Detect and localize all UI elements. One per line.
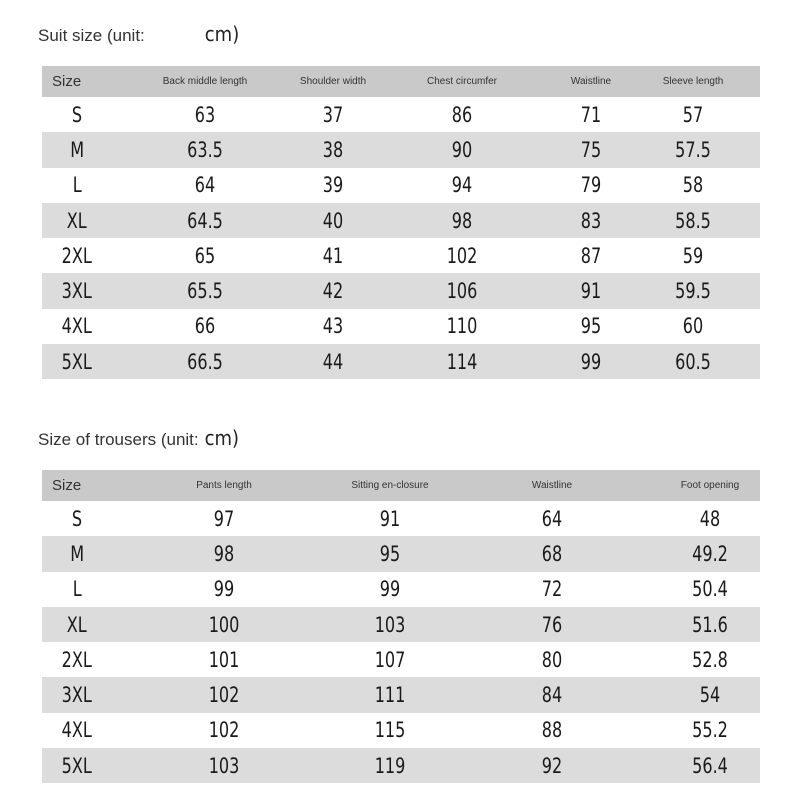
cell-text: 88 bbox=[541, 718, 563, 743]
cell-text: 60 bbox=[682, 314, 704, 339]
cell-text: 68 bbox=[541, 541, 563, 566]
value-cell bbox=[336, 507, 444, 531]
trousers-table-body bbox=[42, 501, 760, 783]
cell-text: 4XL bbox=[61, 718, 93, 743]
value-cell bbox=[298, 350, 368, 374]
cell-text: 99 bbox=[379, 577, 401, 602]
cell-text: 99 bbox=[213, 577, 235, 602]
value-cell bbox=[368, 209, 556, 233]
value-cell bbox=[368, 173, 556, 197]
cell-text: 75 bbox=[580, 137, 602, 162]
value-cell bbox=[298, 103, 368, 127]
value-cell bbox=[112, 718, 336, 742]
size-cell bbox=[42, 244, 112, 268]
cell-text: 98 bbox=[451, 208, 473, 233]
cell-text: 50.4 bbox=[692, 577, 728, 602]
cell-text: 86 bbox=[451, 102, 473, 127]
suit-size-title bbox=[38, 22, 239, 46]
value-cell bbox=[660, 754, 760, 778]
size-cell bbox=[42, 314, 112, 338]
cell-text: 92 bbox=[541, 753, 563, 778]
value-cell bbox=[112, 244, 298, 268]
table-row bbox=[42, 748, 760, 783]
table-row bbox=[42, 238, 760, 273]
value-cell bbox=[112, 209, 298, 233]
cell-text: 49.2 bbox=[692, 541, 728, 566]
cell-text: 115 bbox=[374, 718, 406, 743]
cell-text: 101 bbox=[208, 647, 240, 672]
cell-text: 90 bbox=[451, 137, 473, 162]
cell-text: M bbox=[70, 137, 84, 162]
cell-text: 3XL bbox=[61, 279, 93, 304]
size-cell bbox=[42, 279, 112, 303]
value-cell bbox=[626, 314, 760, 338]
table-row bbox=[42, 97, 760, 132]
value-cell bbox=[660, 542, 760, 566]
cell-text: 83 bbox=[580, 208, 602, 233]
cell-text: 54 bbox=[699, 683, 721, 708]
value-cell bbox=[336, 683, 444, 707]
cell-text: 5XL bbox=[61, 753, 93, 778]
value-cell bbox=[556, 209, 626, 233]
value-cell bbox=[112, 683, 336, 707]
value-cell bbox=[444, 648, 660, 672]
value-cell bbox=[336, 718, 444, 742]
cell-text: 103 bbox=[374, 612, 406, 637]
suit-header-chest: Chest circumfer bbox=[426, 75, 497, 87]
cell-text: S bbox=[71, 102, 83, 127]
cell-text: 76 bbox=[541, 612, 563, 637]
size-cell bbox=[42, 138, 112, 162]
cell-text: 59.5 bbox=[675, 279, 711, 304]
cell-text: 111 bbox=[374, 683, 406, 708]
table-row bbox=[42, 572, 760, 607]
cell-text: 52.8 bbox=[692, 647, 728, 672]
table-row bbox=[42, 168, 760, 203]
table-row bbox=[42, 642, 760, 677]
value-cell bbox=[626, 209, 760, 233]
table-row bbox=[42, 607, 760, 642]
value-cell bbox=[556, 314, 626, 338]
cell-text: 98 bbox=[213, 541, 235, 566]
value-cell bbox=[444, 718, 660, 742]
value-cell bbox=[112, 138, 298, 162]
value-cell bbox=[368, 350, 556, 374]
value-cell bbox=[112, 314, 298, 338]
value-cell bbox=[660, 507, 760, 531]
cell-text: 84 bbox=[541, 683, 563, 708]
size-cell bbox=[42, 173, 112, 197]
cell-text: 102 bbox=[208, 683, 240, 708]
cell-text: 58 bbox=[682, 173, 704, 198]
trousers-header-waistline: Waistline bbox=[531, 479, 573, 491]
value-cell bbox=[298, 173, 368, 197]
trousers-size-unit: cm) bbox=[204, 426, 240, 450]
value-cell bbox=[444, 507, 660, 531]
trousers-size-table bbox=[42, 470, 760, 783]
cell-text: 51.6 bbox=[692, 612, 728, 637]
cell-text: 72 bbox=[541, 577, 563, 602]
size-cell bbox=[42, 577, 112, 601]
cell-text: 39 bbox=[322, 173, 344, 198]
cell-text: S bbox=[71, 506, 83, 531]
table-row bbox=[42, 309, 760, 344]
cell-text: 80 bbox=[541, 647, 563, 672]
cell-text: 119 bbox=[374, 753, 406, 778]
value-cell bbox=[626, 138, 760, 162]
suit-size-unit: cm) bbox=[204, 22, 240, 46]
cell-text: 48 bbox=[699, 506, 721, 531]
value-cell bbox=[626, 173, 760, 197]
cell-text: 4XL bbox=[61, 314, 93, 339]
cell-text: 94 bbox=[451, 173, 473, 198]
cell-text: 65 bbox=[194, 243, 216, 268]
cell-text: 103 bbox=[208, 753, 240, 778]
cell-text: 107 bbox=[374, 647, 406, 672]
value-cell bbox=[112, 103, 298, 127]
size-cell bbox=[42, 648, 112, 672]
cell-text: 102 bbox=[208, 718, 240, 743]
cell-text: 59 bbox=[682, 243, 704, 268]
cell-text: L bbox=[72, 173, 82, 198]
value-cell bbox=[660, 648, 760, 672]
value-cell bbox=[660, 577, 760, 601]
value-cell bbox=[112, 173, 298, 197]
suit-header-shoulder-width: Shoulder width bbox=[299, 75, 367, 87]
value-cell bbox=[336, 613, 444, 637]
value-cell bbox=[368, 244, 556, 268]
cell-text: M bbox=[70, 541, 84, 566]
table-row bbox=[42, 501, 760, 536]
suit-header-sleeve-length: Sleeve length bbox=[662, 75, 724, 87]
cell-text: 66 bbox=[194, 314, 216, 339]
cell-text: 66.5 bbox=[187, 349, 223, 374]
value-cell bbox=[556, 244, 626, 268]
value-cell bbox=[112, 613, 336, 637]
value-cell bbox=[444, 613, 660, 637]
size-cell bbox=[42, 103, 112, 127]
cell-text: 95 bbox=[580, 314, 602, 339]
cell-text: 43 bbox=[322, 314, 344, 339]
cell-text: 5XL bbox=[61, 349, 93, 374]
table-row bbox=[42, 713, 760, 748]
value-cell bbox=[112, 542, 336, 566]
cell-text: 3XL bbox=[61, 683, 93, 708]
table-row bbox=[42, 344, 760, 379]
value-cell bbox=[626, 103, 760, 127]
table-row bbox=[42, 677, 760, 712]
cell-text: L bbox=[72, 577, 82, 602]
cell-text: 102 bbox=[446, 243, 478, 268]
trousers-header-foot-opening: Foot opening bbox=[680, 479, 740, 491]
cell-text: 57.5 bbox=[675, 137, 711, 162]
value-cell bbox=[660, 718, 760, 742]
value-cell bbox=[444, 542, 660, 566]
size-cell bbox=[42, 718, 112, 742]
trousers-table-header bbox=[42, 470, 760, 501]
cell-text: 40 bbox=[322, 208, 344, 233]
value-cell bbox=[626, 244, 760, 268]
cell-text: 58.5 bbox=[675, 208, 711, 233]
value-cell bbox=[444, 754, 660, 778]
cell-text: 87 bbox=[580, 243, 602, 268]
cell-text: 37 bbox=[322, 102, 344, 127]
size-cell bbox=[42, 683, 112, 707]
trousers-header-size: Size bbox=[52, 476, 82, 494]
value-cell bbox=[626, 350, 760, 374]
table-row bbox=[42, 536, 760, 571]
value-cell bbox=[112, 507, 336, 531]
suit-table-header bbox=[42, 66, 760, 97]
cell-text: 97 bbox=[213, 506, 235, 531]
value-cell bbox=[444, 577, 660, 601]
suit-header-back-middle-length: Back middle length bbox=[162, 75, 248, 87]
suit-header-size: Size bbox=[52, 72, 82, 90]
value-cell bbox=[336, 754, 444, 778]
cell-text: 114 bbox=[446, 349, 478, 374]
value-cell bbox=[112, 648, 336, 672]
cell-text: 63 bbox=[194, 102, 216, 127]
suit-header-waistline: Waistline bbox=[570, 75, 612, 87]
value-cell bbox=[298, 244, 368, 268]
cell-text: 65.5 bbox=[187, 279, 223, 304]
value-cell bbox=[556, 103, 626, 127]
cell-text: 2XL bbox=[61, 647, 93, 672]
value-cell bbox=[444, 683, 660, 707]
cell-text: 71 bbox=[580, 102, 602, 127]
size-cell bbox=[42, 350, 112, 374]
size-cell bbox=[42, 209, 112, 233]
value-cell bbox=[112, 279, 298, 303]
trousers-size-title bbox=[38, 426, 239, 450]
value-cell bbox=[336, 542, 444, 566]
cell-text: 2XL bbox=[61, 243, 93, 268]
value-cell bbox=[368, 103, 556, 127]
value-cell bbox=[368, 279, 556, 303]
cell-text: XL bbox=[67, 612, 87, 637]
cell-text: XL bbox=[67, 208, 87, 233]
suit-table-body bbox=[42, 97, 760, 379]
cell-text: 41 bbox=[322, 243, 344, 268]
trousers-header-sitting-enclosure: Sitting en-closure bbox=[351, 479, 429, 491]
cell-text: 55.2 bbox=[692, 718, 728, 743]
cell-text: 91 bbox=[580, 279, 602, 304]
value-cell bbox=[298, 314, 368, 338]
table-row bbox=[42, 132, 760, 167]
value-cell bbox=[336, 648, 444, 672]
cell-text: 64 bbox=[194, 173, 216, 198]
cell-text: 110 bbox=[446, 314, 478, 339]
value-cell bbox=[556, 350, 626, 374]
value-cell bbox=[556, 173, 626, 197]
cell-text: 100 bbox=[208, 612, 240, 637]
cell-text: 91 bbox=[379, 506, 401, 531]
cell-text: 106 bbox=[446, 279, 478, 304]
value-cell bbox=[298, 138, 368, 162]
cell-text: 64 bbox=[541, 506, 563, 531]
value-cell bbox=[660, 683, 760, 707]
value-cell bbox=[626, 279, 760, 303]
value-cell bbox=[298, 209, 368, 233]
table-row bbox=[42, 203, 760, 238]
size-cell bbox=[42, 613, 112, 637]
value-cell bbox=[556, 138, 626, 162]
trousers-header-pants-length: Pants length bbox=[196, 479, 252, 491]
cell-text: 56.4 bbox=[692, 753, 728, 778]
cell-text: 42 bbox=[322, 279, 344, 304]
suit-size-table bbox=[42, 66, 760, 379]
cell-text: 63.5 bbox=[187, 137, 223, 162]
value-cell bbox=[112, 754, 336, 778]
value-cell bbox=[368, 314, 556, 338]
value-cell bbox=[556, 279, 626, 303]
value-cell bbox=[336, 577, 444, 601]
value-cell bbox=[298, 279, 368, 303]
value-cell bbox=[112, 577, 336, 601]
size-cell bbox=[42, 754, 112, 778]
cell-text: 79 bbox=[580, 173, 602, 198]
cell-text: 44 bbox=[322, 349, 344, 374]
suit-size-title-text: Suit size (unit: bbox=[38, 26, 145, 45]
value-cell bbox=[112, 350, 298, 374]
size-cell bbox=[42, 507, 112, 531]
size-cell bbox=[42, 542, 112, 566]
cell-text: 60.5 bbox=[675, 349, 711, 374]
trousers-size-title-text: Size of trousers (unit: bbox=[38, 430, 199, 449]
cell-text: 64.5 bbox=[187, 208, 223, 233]
cell-text: 38 bbox=[322, 137, 344, 162]
cell-text: 57 bbox=[682, 102, 704, 127]
value-cell bbox=[660, 613, 760, 637]
cell-text: 99 bbox=[580, 349, 602, 374]
table-row bbox=[42, 273, 760, 308]
cell-text: 95 bbox=[379, 541, 401, 566]
value-cell bbox=[368, 138, 556, 162]
